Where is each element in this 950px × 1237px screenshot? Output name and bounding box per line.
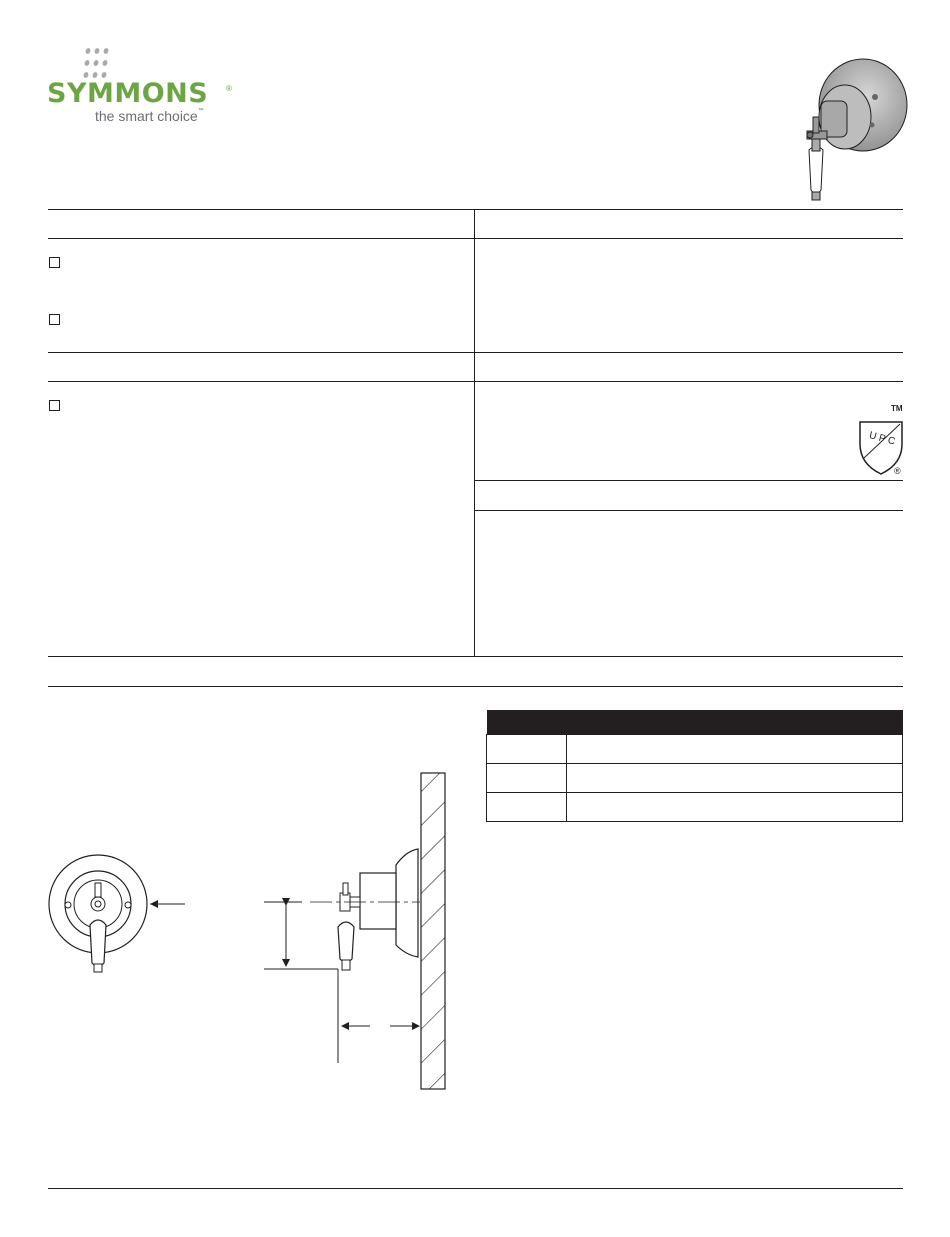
option-checkbox-3[interactable] [49,400,60,411]
technical-drawing [40,765,460,1100]
upc-registered-mark: ® [894,466,901,476]
rule-4 [48,381,903,382]
table-row [487,764,903,793]
upc-shield-icon [856,418,908,478]
rule-7 [48,656,903,657]
table-row [487,735,903,764]
column-divider [474,209,475,656]
table-cell [487,735,567,764]
spec-table-header-cell [487,710,903,735]
spec-table-header [487,710,903,735]
rule-8 [48,686,903,687]
table-cell [567,764,903,793]
table-cell [567,735,903,764]
option-checkbox-2[interactable] [49,314,60,325]
upc-tm-mark: TM [891,404,903,413]
rule-2 [48,238,903,239]
rule-6 [474,510,903,511]
brand-tagline-mark: ™ [197,108,204,114]
brand-name: SYMMONS [47,78,209,109]
brand-registered-mark: ® [226,84,232,93]
table-cell [487,764,567,793]
table-cell [487,793,567,822]
brand-tagline [95,108,204,124]
rule-5 [474,480,903,481]
product-valve-trim-image [795,55,915,205]
table-cell [567,793,903,822]
side-view [264,773,445,1089]
option-checkbox-1[interactable] [49,257,60,268]
rule-3 [48,352,903,353]
water-drops-icon [80,44,120,82]
front-view [49,855,185,972]
table-row [487,793,903,822]
spec-table [486,710,903,822]
upc-shield-text: U P C [867,430,897,448]
rule-1 [48,209,903,210]
footer-rule [48,1188,903,1189]
brand-tagline-text: the smart choice [95,108,198,124]
